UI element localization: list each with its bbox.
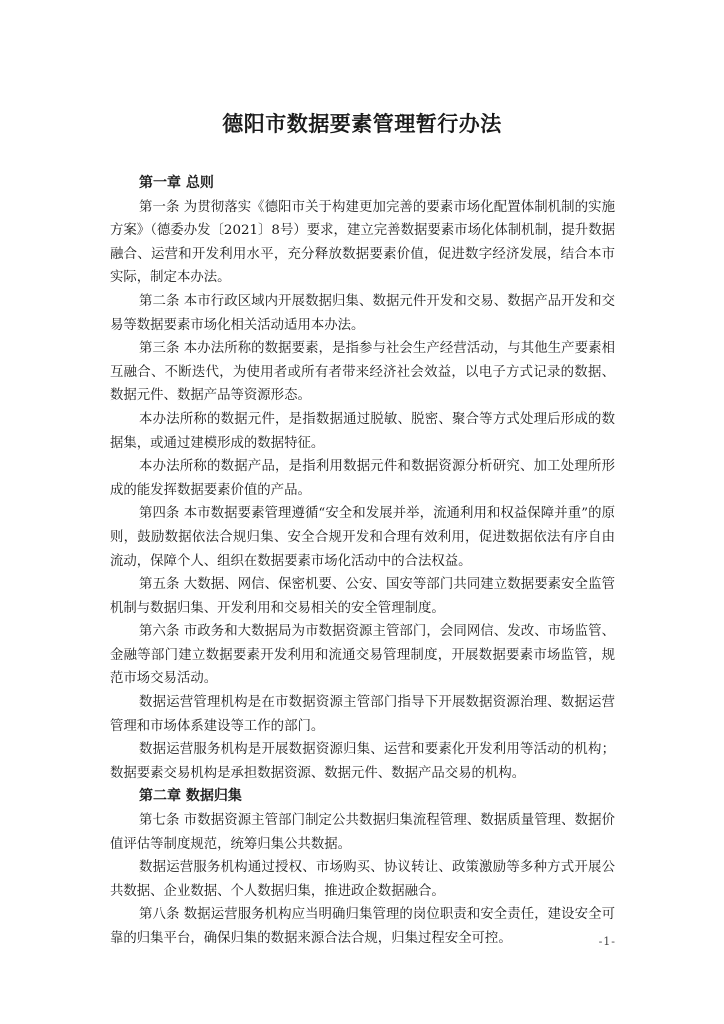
paragraph: 第六条 市政务和大数据局为市数据资源主管部门，会同网信、发改、市场监管、金融等部门建立数据要素开发利用和流通交易管理制度，开展数据要素市场监管，规范市场交易活动。 bbox=[110, 624, 615, 687]
paragraph: 本办法所称的数据产品，是指利用数据元件和数据资源分析研究、加工处理所形成的能发挥数据要素价值的产品。 bbox=[110, 459, 615, 498]
paragraph: 第四条 本市数据要素管理遵循“安全和发展并举，流通利用和权益保障并重”的原则，鼓励数据依法合规归集、安全合规开发和合理有效利用，促进数据依法有序自由流动，保障个人、组织在数据要素市场化活动中的合法权益。 bbox=[110, 506, 615, 569]
paragraph: 数据运营服务机构通过授权、市场购买、协议转让、政策激励等多种方式开展公共数据、企业数据、个人数据归集，推进政企数据融合。 bbox=[110, 860, 615, 899]
page-number: -1- bbox=[598, 935, 616, 948]
chapter-heading: 第二章 数据归集 bbox=[139, 788, 242, 805]
chapter-section bbox=[110, 785, 615, 950]
chapter-section bbox=[110, 172, 615, 785]
paragraph: 数据运营管理机构是在市数据资源主管部门指导下开展数据资源治理、数据运营管理和市场体系建设等工作的部门。 bbox=[110, 695, 615, 734]
document-body bbox=[110, 172, 615, 951]
paragraph: 第八条 数据运营服务机构应当明确归集管理的岗位职责和安全责任，建设安全可靠的归集平台，确保归集的数据来源合法合规，归集过程安全可控。 bbox=[110, 907, 615, 946]
chapter-heading: 第一章 总则 bbox=[139, 175, 214, 191]
paragraph: 本办法所称的数据元件，是指数据通过脱敏、脱密、聚合等方式处理后形成的数据集，或通过建模形成的数据特征。 bbox=[110, 411, 615, 451]
paragraph: 数据运营服务机构是开展数据资源归集、运营和要素化开发利用等活动的机构；数据要素交易机构是承担数据资源、数据元件、数据产品交易的机构。 bbox=[110, 742, 615, 781]
paragraph: 第三条 本办法所称的数据要素，是指参与社会生产经营活动，与其他生产要素相互融合、不断迭代，为使用者或所有者带来经济社会效益，以电子方式记录的数据、数据元件、数据产品等资源形态。 bbox=[110, 341, 615, 404]
paragraph: 第一条 为贯彻落实《德阳市关于构建更加完善的要素市场化配置体制机制的实施方案》（德委办发〔2021〕8号）要求，建立完善数据要素市场化体制机制，提升数据融合、运营和开发利用水平，充分释放数据要素价值，促进数字经济发展，结合本市实际，制定本办法。 bbox=[110, 199, 615, 286]
paragraph: 第二条 本市行政区域内开展数据归集、数据元件开发和交易、数据产品开发和交易等数据要素市场化相关活动适用本办法。 bbox=[110, 293, 615, 333]
document-title: 德阳市数据要素管理暂行办法 bbox=[222, 112, 502, 136]
paragraph: 第七条 市数据资源主管部门制定公共数据归集流程管理、数据质量管理、数据价值评估等制度规范，统筹归集公共数据。 bbox=[110, 813, 615, 852]
paragraph: 第五条 大数据、网信、保密机要、公安、国安等部门共同建立数据要素安全监管机制与数据归集、开发利用和交易相关的安全管理制度。 bbox=[110, 577, 615, 616]
